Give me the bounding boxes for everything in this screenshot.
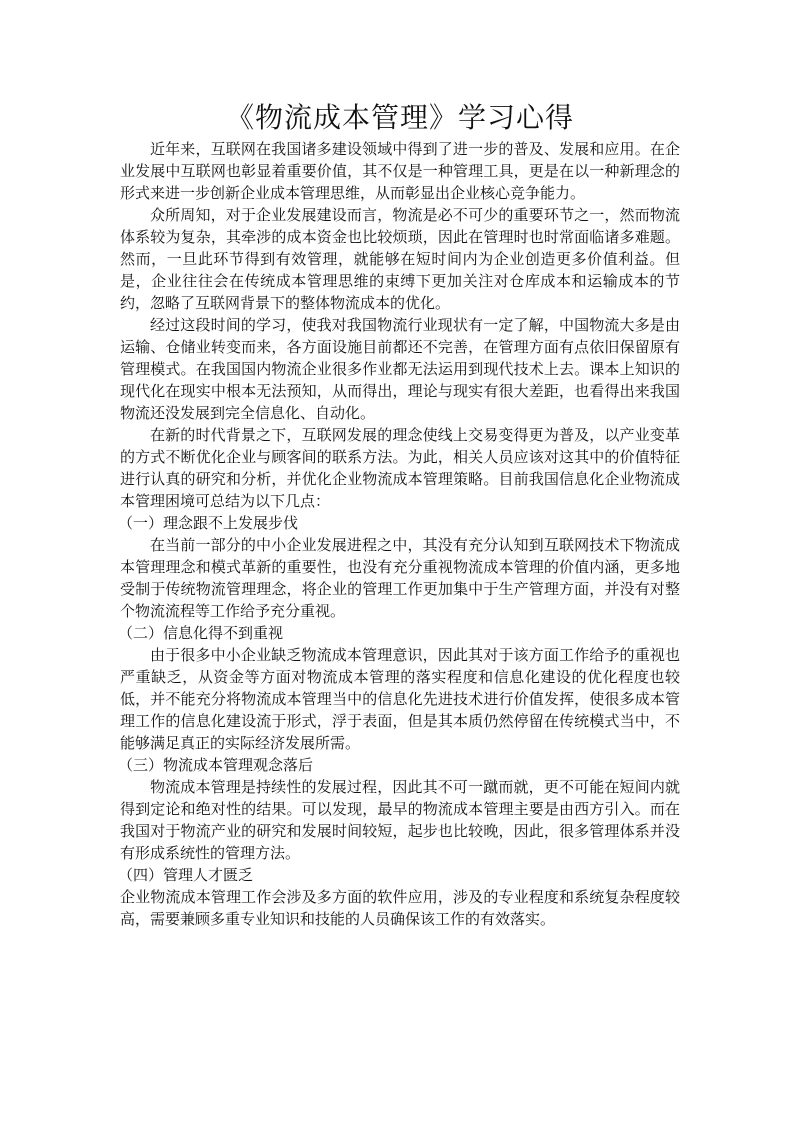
section-heading-3: （三）物流成本管理观念落后 [118, 756, 314, 774]
paragraph-section-1: 在当前一部分的中小企业发展进程之中，其没有充分认知到互联网技术下物流成本管理理念和模式革新的重要性，也没有充分重视物流成本管理的价值内涵，更多地受制于传统物流管理理念，将企业的管理工作更加集中于生产管理方面，并没有对整个物流流程等工作给予充分重视。 [120, 536, 680, 620]
paragraph-intro: 近年来，互联网在我国诸多建设领域中得到了进一步的普及、发展和应用。在企业发展中互联网也彰显着重要价值，其不仅是一种管理工具，更是在以一种新理念的形式来进一步创新企业成本管理思维，从而彰显出企业核心竞争能力。 [120, 140, 680, 202]
document-page [120, 98, 680, 930]
section-heading-2: （二）信息化得不到重视 [118, 624, 284, 642]
section-heading-1: （一）理念跟不上发展步伐 [118, 514, 299, 532]
document-title: 《物流成本管理》学习心得 [225, 101, 574, 134]
section-heading-4: （四）管理人才匮乏 [118, 866, 254, 884]
paragraph-logistics-importance: 众所周知，对于企业发展建设而言，物流是必不可少的重要环节之一，然而物流体系较为复杂，其牵涉的成本资金也比较烦琐，因此在管理时也时常面临诸多难题。然而，一旦此环节得到有效管理，就能够在短时间内为企业创造更多价值利益。但是，企业往往会在传统成本管理思维的束缚下更加关注对仓库成本和运输成本的节约，忽略了互联网背景下的整体物流成本的优化。 [120, 206, 680, 312]
paragraph-section-4: 企业物流成本管理工作会涉及多方面的软件应用，涉及的专业程度和系统复杂程度较高，需要兼顾多重专业知识和技能的人员确保该工作的有效落实。 [120, 888, 680, 928]
paragraph-study-reflection: 经过这段时间的学习，使我对我国物流行业现状有一定了解，中国物流大多是由运输、仓储业转变而来，各方面设施目前都还不完善，在管理方面有点依旧保留原有管理模式。在我国国内物流企业很多作业都无法运用到现代技术上去。课本上知识的现代化在现实中根本无法预知，从而得出，理论与现实有很大差距，也看得出来我国物流还没发展到完全信息化、自动化。 [120, 316, 680, 422]
paragraph-section-2: 由于很多中小企业缺乏物流成本管理意识，因此其对于该方面工作给予的重视也严重缺乏，从资金等方面对物流成本管理的落实程度和信息化建设的优化程度也较低，并不能充分将物流成本管理当中的信息化先进技术进行价值发挥，使很多成本管理工作的信息化建设流于形式，浮于表面，但是其本质仍然停留在传统模式当中，不能够满足真正的实际经济发展所需。 [120, 646, 680, 752]
paragraph-section-3: 物流成本管理是持续性的发展过程，因此其不可一蹴而就，更不可能在短间内就得到定论和绝对性的结果。可以发现，最早的物流成本管理主要是由西方引入。而在我国对于物流产业的研究和发展时间较短，起步也比较晚，因此，很多管理体系并没有形成系统性的管理方法。 [120, 778, 680, 862]
paragraph-new-era: 在新的时代背景之下，互联网发展的理念使线上交易变得更为普及，以产业变革的方式不断优化企业与顾客间的联系方法。为此，相关人员应该对这其中的价值特征进行认真的研究和分析，并优化企业物流成本管理策略。目前我国信息化企业物流成本管理困境可总结为以下几点： [120, 426, 680, 510]
